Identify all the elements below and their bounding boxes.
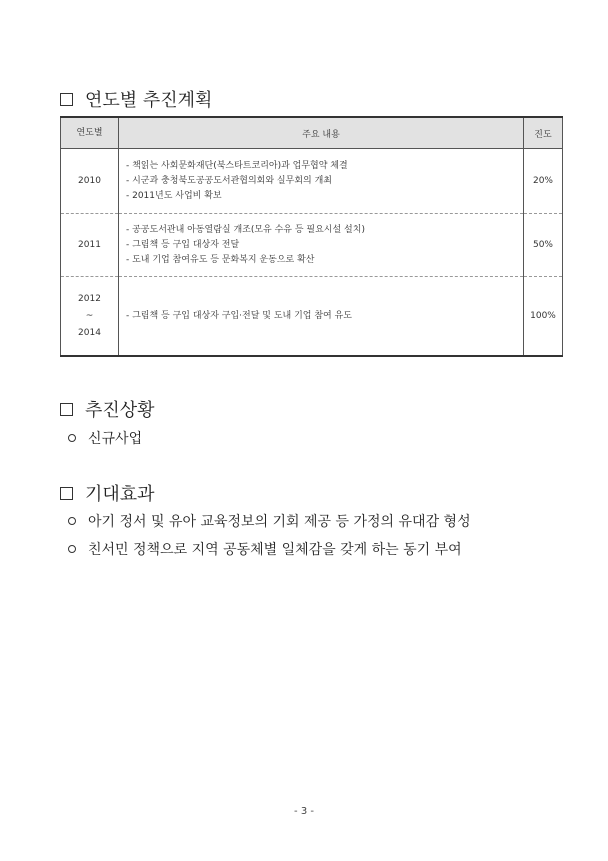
year-line: 2011 <box>78 239 101 250</box>
circle-bullet-icon <box>68 434 76 442</box>
row-progress: 20% <box>524 149 563 214</box>
effect-bullet-text: 친서민 정책으로 지역 공동체별 일체감을 갖게 하는 동기 부여 <box>88 542 462 558</box>
effect-bullet <box>68 539 462 559</box>
circle-bullet-icon <box>68 545 76 553</box>
status-heading-text: 추진상황 <box>85 400 155 421</box>
effect-heading <box>60 480 155 506</box>
plan-table <box>60 116 563 357</box>
effect-bullet <box>68 511 471 531</box>
row-content <box>119 277 524 357</box>
plan-heading <box>60 86 212 112</box>
row-content <box>119 214 524 277</box>
table-header-row <box>61 117 563 149</box>
header-progress: 진도 <box>524 117 563 149</box>
row-year <box>61 214 119 277</box>
checkbox-icon <box>60 403 73 416</box>
effect-heading-text: 기대효과 <box>85 484 155 505</box>
table-row <box>61 149 563 214</box>
table-row <box>61 214 563 277</box>
header-content: 주요 내용 <box>119 117 524 149</box>
checkbox-icon <box>60 93 73 106</box>
row-content <box>119 149 524 214</box>
content-item: - 그림책 등 구입 대상자 구입·전달 및 도내 기업 참여 유도 <box>126 310 352 321</box>
content-item: - 공공도서관내 아동열람실 개조(모유 수유 등 필요시설 설치) <box>126 224 365 235</box>
content-item: - 시군과 충청북도공공도서관협의회와 실무회의 개최 <box>126 175 332 186</box>
plan-heading-text: 연도별 추진계획 <box>85 90 213 111</box>
year-line: 2010 <box>78 175 101 186</box>
effect-bullet-text: 아기 정서 및 유아 교육정보의 기회 제공 등 가정의 유대감 형성 <box>88 514 471 530</box>
status-bullet <box>68 428 142 448</box>
year-line: ~ <box>85 310 94 321</box>
row-year <box>61 149 119 214</box>
checkbox-icon <box>60 487 73 500</box>
content-item: - 그림책 등 구입 대상자 전달 <box>126 239 240 250</box>
status-bullet-text: 신규사업 <box>88 431 143 447</box>
status-heading <box>60 396 155 422</box>
header-year: 연도별 <box>61 117 119 149</box>
circle-bullet-icon <box>68 517 76 525</box>
content-item: - 책읽는 사회문화재단(북스타트코리아)과 업무협약 체결 <box>126 160 348 171</box>
row-progress: 100% <box>524 277 563 357</box>
year-line: 2012 <box>78 293 101 304</box>
row-year <box>61 277 119 357</box>
content-item: - 도내 기업 참여유도 등 문화복지 운동으로 확산 <box>126 254 315 265</box>
content-item: - 2011년도 사업비 확보 <box>126 190 222 201</box>
row-progress: 50% <box>524 214 563 277</box>
year-line: 2014 <box>78 327 101 338</box>
table-row <box>61 277 563 357</box>
page-number: - 3 - <box>294 806 314 817</box>
